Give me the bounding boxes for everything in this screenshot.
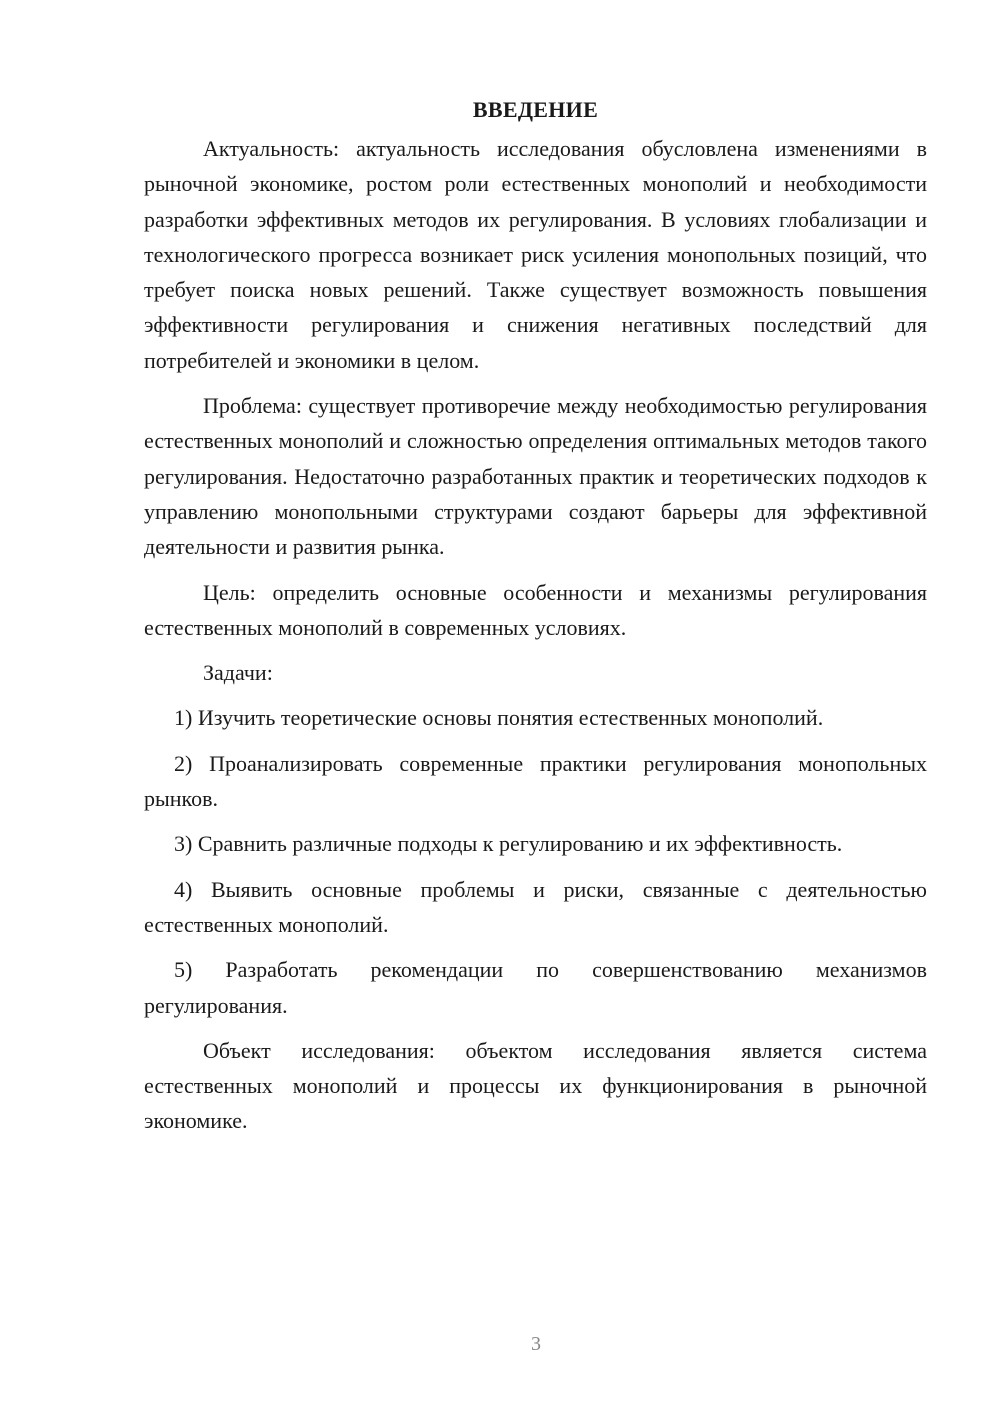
document-body xyxy=(144,92,927,1139)
page-number: 3 xyxy=(531,1333,541,1355)
task-item-2: 2) Проанализировать современные практики регулирования монопольных рынков. xyxy=(144,750,927,812)
task-item-3: 3) Сравнить различные подходы к регулированию и их эффективность. xyxy=(174,831,843,857)
paragraph-goal: Цель: определить основные особенности и механизмы регулирования естественных монополий в современных условиях. xyxy=(144,579,927,640)
task-item-4: 4) Выявить основные проблемы и риски, связанные с деятельностью естественных монополий. xyxy=(144,876,927,937)
paragraph-object: Объект исследования: объектом исследования является система естественных монополий и процессы их функционирования в рыночной экономике. xyxy=(144,1037,927,1134)
section-title: ВВЕДЕНИЕ xyxy=(472,97,599,122)
paragraph-problem: Проблема: существует противоречие между необходимостью регулирования естественных монополий и сложностью определения оптимальных методов такого регулирования. Недостаточно разработанных практик и теоретических подходов к управлению монопольными структурами создают барьеры для эффективной деятельности и развития рынка. xyxy=(144,393,927,560)
tasks-heading: Задачи: xyxy=(203,660,273,686)
task-item-5: 5) Разработать рекомендации по совершенствованию механизмов регулирования. xyxy=(144,957,927,1018)
task-item-1: 1) Изучить теоретические основы понятия естественных монополий. xyxy=(174,705,824,731)
paragraph-relevance: Актуальность: актуальность исследования обусловлена изменениями в рыночной экономике, ростом роли естественных монополий и необходимости разработки эффективных методов их регулирования. В условиях глобализации и технологического прогресса возникает риск усиления монопольных позиций, что требует поиска новых решений. Также существует возможность повышения эффективности регулирования и снижения негативных последствий для потребителей и экономики в целом. xyxy=(144,136,927,373)
